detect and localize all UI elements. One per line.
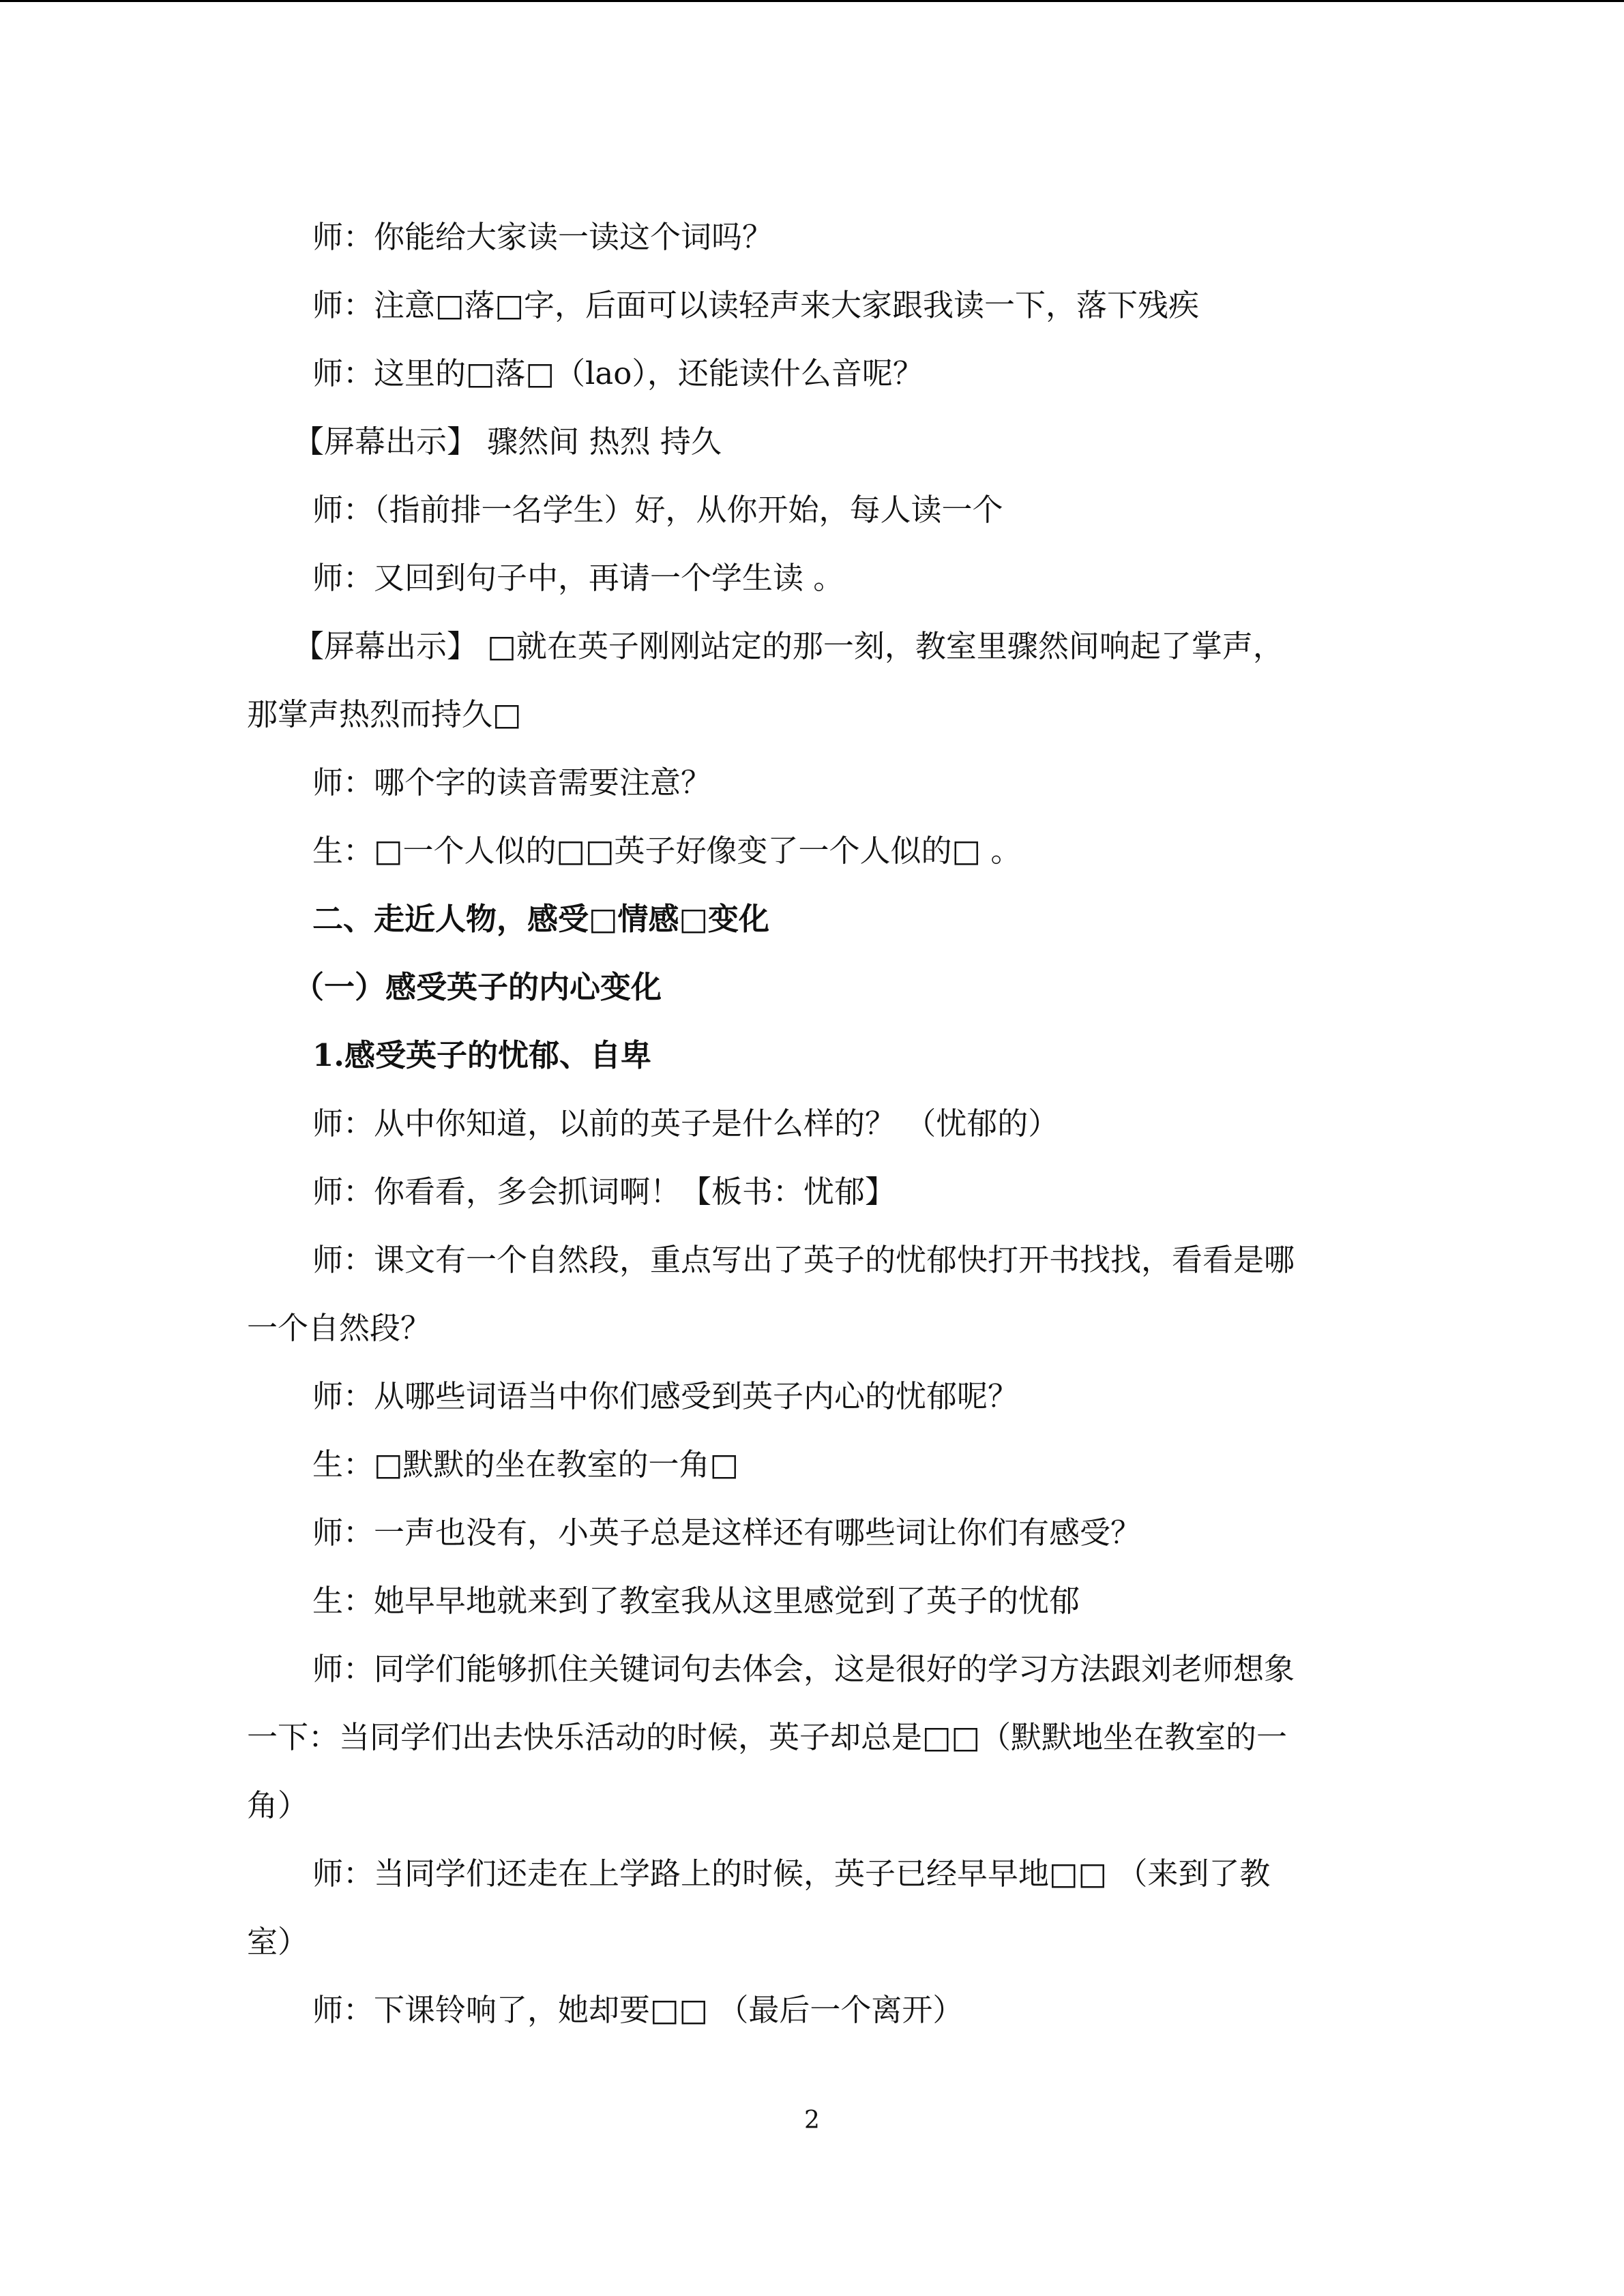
text-line: 一下：当同学们出去快乐活动的时候，英子却总是□□（默默地坐在教室的一 [247,1719,1288,1755]
text-line: 一个自然段？ [247,1310,432,1346]
text-line: 生：□一个人似的□□英子好像变了一个人似的□ 。 [312,833,1022,869]
text-line: 师：课文有一个自然段，重点写出了英子的忧郁快打开书找找，看看是哪 [312,1242,1295,1278]
text-line: 师：你看看，多会抓词啊！【板书：忧郁】 [312,1174,896,1210]
text-line: 师：这里的□落□（lao），还能读什么音呢？ [312,355,924,391]
subsection-heading: （一）感受英子的内心变化 [293,969,662,1005]
text-line: 室） [247,1924,309,1960]
text-line: 生：□默默的坐在教室的一角□ [312,1446,739,1482]
text-line: 师：你能给大家读一读这个词吗？ [312,219,773,255]
text-line: 师：又回到句子中，再请一个学生读 。 [312,560,844,596]
text-line: 师：一声也没有，小英子总是这样还有哪些词让你们有感受？ [312,1515,1142,1551]
top-border-line [0,0,1624,2]
screen-display-line: 【屏幕出示】 骤然间 热烈 持久 [293,423,722,460]
text-line: 师：下课铃响了，她却要□□ （最后一个离开） [312,1992,964,2028]
text-line: 师：哪个字的读音需要注意？ [312,764,712,801]
page-number: 2 [804,2106,820,2134]
section-heading: 二、走近人物，感受□情感□变化 [312,901,770,937]
subsection-heading: 1.感受英子的忧郁、自卑 [312,1037,651,1073]
text-line: 师：从哪些词语当中你们感受到英子内心的忧郁呢？ [312,1378,1019,1414]
screen-display-line: 【屏幕出示】 □就在英子刚刚站定的那一刻，教室里骤然间响起了掌声， [293,628,1284,664]
text-line: 师：从中你知道，以前的英子是什么样的？ （忧郁的） [312,1105,1059,1142]
text-line: 师：注意□落□字，后面可以读轻声来大家跟我读一下，落下残疾 [312,287,1200,323]
text-line: 角） [247,1787,309,1823]
text-line: 师：（指前排一名学生）好，从你开始，每人读一个 [312,492,1003,528]
text-line: 师：同学们能够抓住关键词句去体会，这是很好的学习方法跟刘老师想象 [312,1651,1295,1687]
text-line: 生：她早早地就来到了教室我从这里感觉到了英子的忧郁 [312,1583,1080,1619]
text-line: 师：当同学们还走在上学路上的时候，英子已经早早地□□ （来到了教 [312,1855,1271,1892]
text-line: 那掌声热烈而持久□ [247,696,522,732]
